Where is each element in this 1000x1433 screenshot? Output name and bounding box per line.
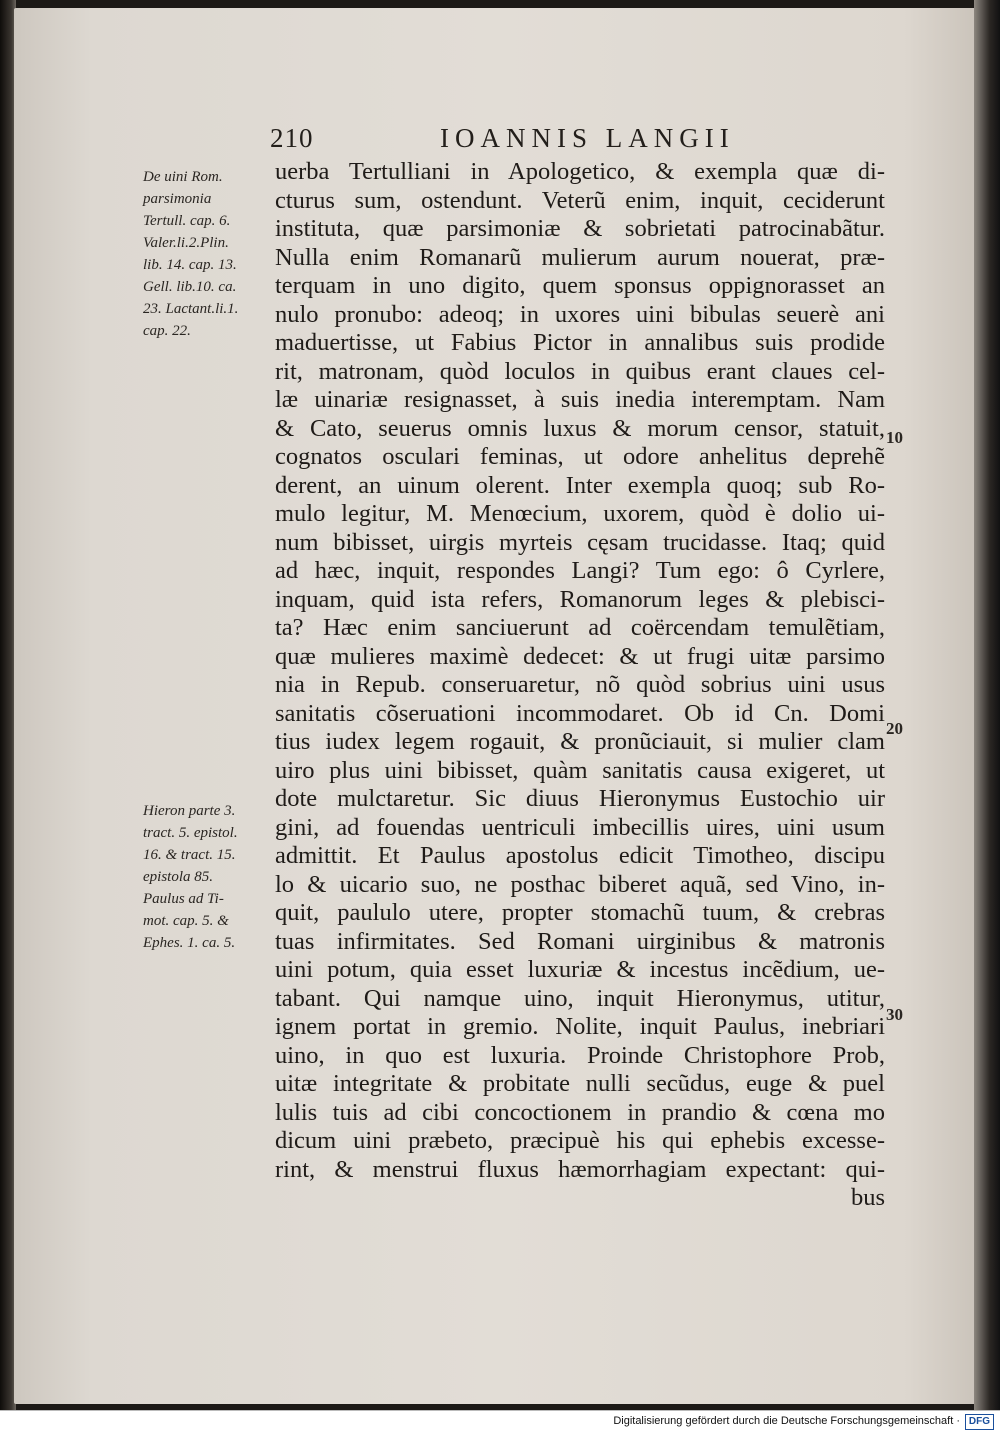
text-line: uerba Tertulliani in Apologetico, & exempla quæ di- xyxy=(275,158,885,185)
marginal-line: Paulus ad Ti- xyxy=(143,891,224,907)
marginal-line: Ephes. 1. ca. 5. xyxy=(143,935,236,951)
text-line: instituta, quæ parsimoniæ & sobrietati patrocinabãtur. xyxy=(275,215,885,242)
text-line: mulo legitur, M. Menœcium, uxorem, quòd è dolio ui- xyxy=(275,500,885,527)
text-line: admittit. Et Paulus apostolus edicit Timotheo, discipu xyxy=(275,842,885,869)
book-edge-shadow xyxy=(974,0,1000,1410)
text-line: uino, in quo est luxuria. Proinde Christophore Prob, xyxy=(275,1041,885,1069)
text-line: tius iudex legem rogauit, & pronũciauit, si mulier clam xyxy=(275,728,885,755)
text-line: sanitatis cõseruationi incommodaret. Ob id Cn. Domi xyxy=(275,699,885,727)
text-line: inquam, quid ista refers, Romanorum leges & plebisci- xyxy=(275,585,885,613)
text-line: dote mulctaretur. Sic diuus Hieronymus Eustochio uir xyxy=(275,785,885,812)
marginal-line: lib. 14. cap. 13. xyxy=(143,257,237,273)
marginal-line: Tertull. cap. 6. xyxy=(143,213,231,229)
line-number: 10 xyxy=(886,428,903,447)
page-number: 210 xyxy=(270,123,314,153)
marginal-line: Hieron parte 3. xyxy=(143,803,236,819)
text-line: cturus sum, ostendunt. Veterũ enim, inquit, ceciderunt xyxy=(275,186,885,214)
text-line: nia in Repub. conseruaretur, nõ quòd sobrius uini usus xyxy=(275,671,885,698)
marginal-line: Valer.li.2.Plin. xyxy=(143,235,229,251)
text-line: rint, & menstrui fluxus hæmorrhagiam expectant: qui- xyxy=(275,1155,885,1183)
text-line: uini potum, quia esset luxuriæ & incestus incẽdium, ue- xyxy=(275,956,885,983)
text-line: uitæ integritate & probitate nulli secũdus, euge & puel xyxy=(275,1070,885,1097)
text-line: læ uinariæ resignasset, à suis inedia interemptam. Nam xyxy=(275,386,885,413)
marginal-note-2 xyxy=(143,800,271,954)
text-line: quit, paululo utere, propter stomachũ tuum, & crebras xyxy=(275,899,885,926)
marginal-line: De uini Rom. xyxy=(143,169,223,185)
funding-credit: Digitalisierung gefördert durch die Deutsche Forschungsgemeinschaft · xyxy=(613,1415,960,1427)
text-line: lulis tuis ad cibi concoctionem in prandio & cœna mo xyxy=(275,1098,885,1126)
text-line: maduertisse, ut Fabius Pictor in annalibus suis prodide xyxy=(275,329,885,356)
dfg-logo: DFG xyxy=(965,1414,994,1430)
marginal-line: mot. cap. 5. & xyxy=(143,913,229,929)
text-line: quæ mulieres maximè dedecet: & ut frugi uitæ parsimo xyxy=(275,642,885,670)
text-line: nulo pronubo: adeoq; in uxores uini bibulas seuerè ani xyxy=(275,300,885,328)
line-number: 20 xyxy=(886,719,903,738)
running-title: IOANNIS LANGII xyxy=(440,123,735,153)
text-line: dicum uini præbeto, præcipuè his qui ephebis excesse- xyxy=(275,1127,885,1154)
text-line: derent, an uinum olerent. Inter exempla quoq; sub Ro- xyxy=(275,471,885,499)
text-line: tabant. Qui namque uino, inquit Hieronymus, utitur, xyxy=(275,984,885,1012)
marginal-note-1 xyxy=(143,166,271,342)
text-line: rit, matronam, quòd loculos in quibus erant claues cel- xyxy=(275,357,885,385)
text-line: & Cato, seuerus omnis luxus & morum censor, statuit, xyxy=(275,414,885,442)
text-line: gini, ad fouendas uentriculi imbecillis uires, uini usum xyxy=(275,813,885,841)
text-line: ta? Hæc enim sanciuerunt ad coërcendam temulẽtiam, xyxy=(275,614,885,641)
text-line: num bibisset, uirgis myrteis cęsam trucidasse. Itaq; quid xyxy=(275,528,885,556)
marginal-line: 23. Lactant.li.1. xyxy=(143,301,239,317)
text-line: cognatos osculari feminas, ut odore anhelitus deprehẽ xyxy=(275,443,885,470)
marginal-line: cap. 22. xyxy=(143,323,191,339)
digitization-footer xyxy=(0,1410,1000,1433)
text-line: Nulla enim Romanarũ mulierum aurum nouerat, præ- xyxy=(275,243,885,271)
line-number: 30 xyxy=(886,1005,903,1024)
text-line: ignem portat in gremio. Nolite, inquit Paulus, inebriari xyxy=(275,1013,885,1040)
catchword: bus xyxy=(850,1184,885,1211)
main-text-block xyxy=(275,158,885,1213)
marginal-line: epistola 85. xyxy=(143,869,213,885)
text-line: ad hæc, inquit, respondes Langi? Tum ego: ô Cyrlere, xyxy=(275,557,885,584)
text-line: terquam in uno digito, quem sponsus oppignorasset an xyxy=(275,272,885,299)
marginal-line: tract. 5. epistol. xyxy=(143,825,238,841)
text-line: tuas infirmitates. Sed Romani uirginibus & matronis xyxy=(275,927,885,955)
text-line: uiro plus uini bibisset, quàm sanitatis causa exigeret, ut xyxy=(275,756,885,784)
marginal-line: parsimonia xyxy=(143,191,212,207)
marginal-line: Gell. lib.10. ca. xyxy=(143,279,237,295)
text-line: lo & uicario suo, ne posthac biberet aquã, sed Vino, in- xyxy=(275,870,885,898)
marginal-line: 16. & tract. 15. xyxy=(143,847,236,863)
